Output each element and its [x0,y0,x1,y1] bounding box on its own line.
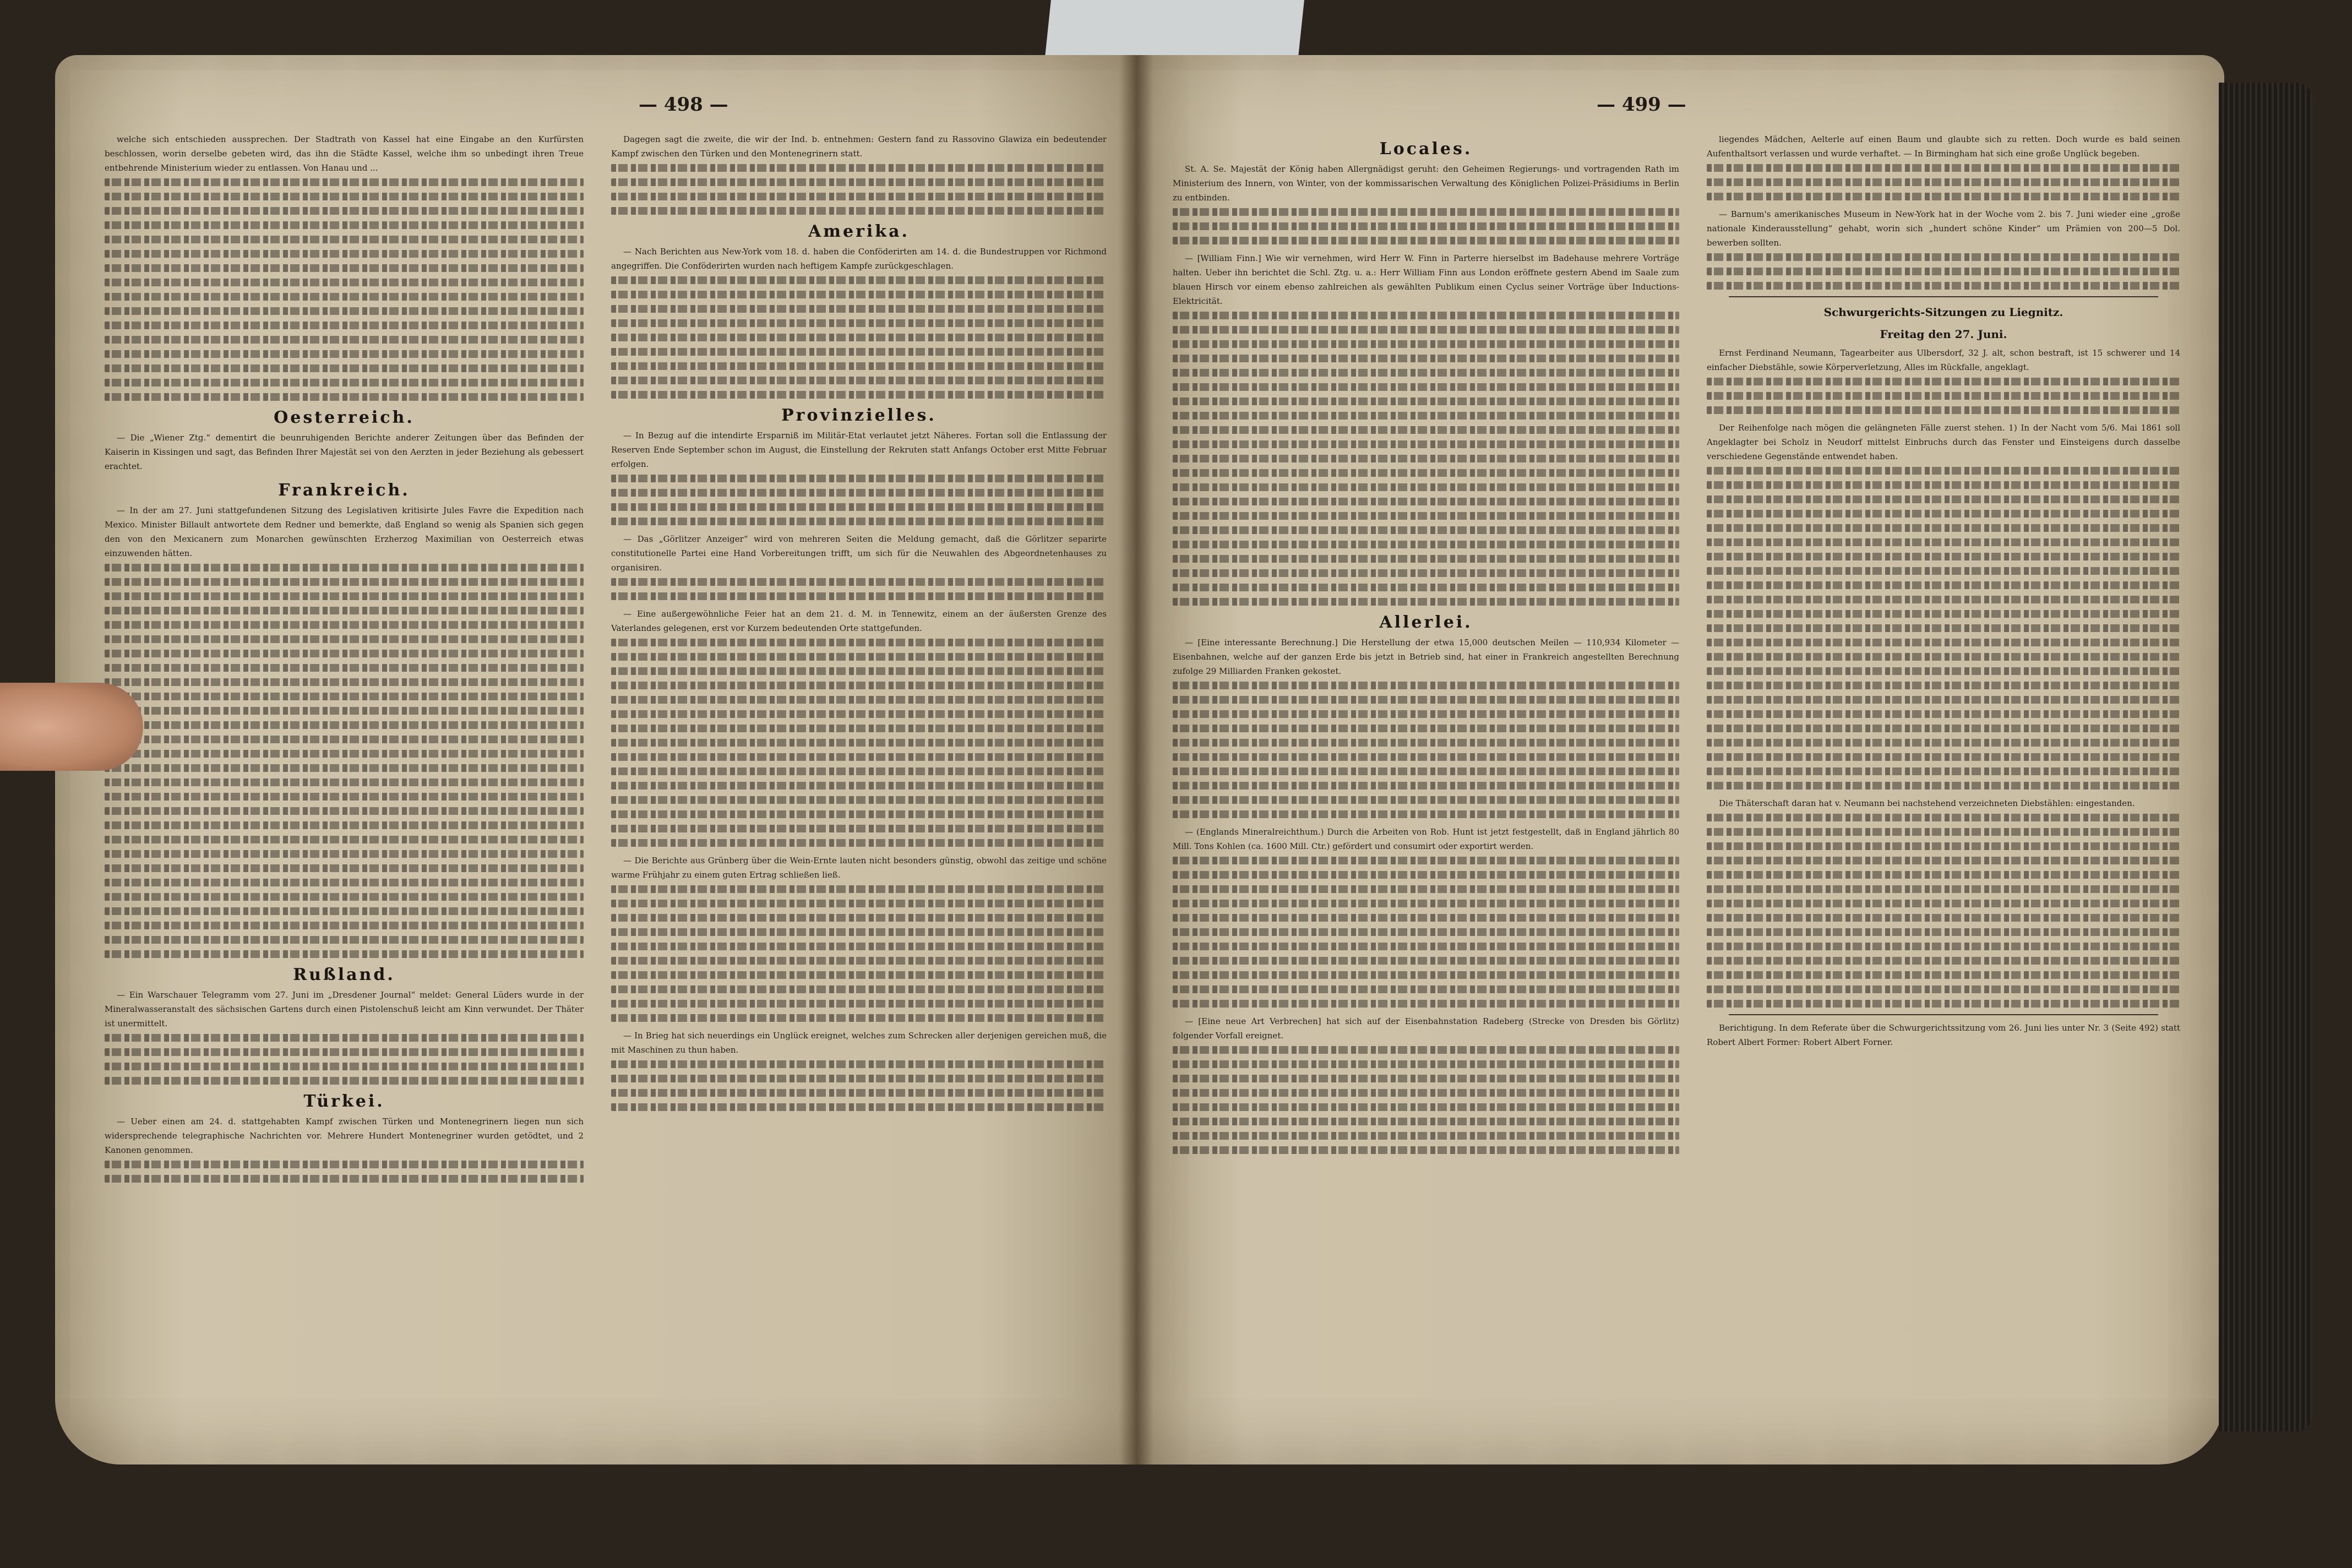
text-line [105,607,584,614]
text-line [1707,567,2180,575]
right-page-number: — 499 — [1597,94,1686,116]
text-line [1173,796,1679,804]
paragraph: welche sich entschieden aussprechen. Der Stadtrath von Kassel hat eine Eingabe an den Kurfürsten beschlossen, worin derselbe gebeten wird, das ihn die Städte Kassel, welche ihm so unbedingt ihren Treue entbehrende Ministerium wieder zu entlassen. Von Hanau und ... [105,134,584,173]
text-line [1173,1103,1679,1111]
text-line [105,850,584,858]
text-line [1707,957,2180,965]
text-line [1173,598,1679,606]
text-line [105,836,584,843]
paragraph: Der Reihenfolge nach mögen die gelängneten Fälle zuerst stehen. 1) In der Nacht vom 5/6. Mai 1861 soll Angeklagter bei Scholz in Neudorf mittelst Einbruchs durch das Fenster und Einsteigens durch dasselbe verschiedene Gegenstände entwendet haben. [1707,423,2180,461]
text-line [611,971,1107,979]
text-line [1173,1146,1679,1154]
text-line [105,807,584,815]
text-line [1173,469,1679,477]
text-line [611,489,1107,497]
text-line [611,178,1107,186]
text-line [611,839,1107,847]
text-line [1173,584,1679,591]
paragraph: Dagegen sagt die zweite, die wir der Ind. b. entnehmen: Gestern fand zu Rassovino Glawiza ein bedeutender Kampf zwischen den Türken und den Montenegrinern statt. [611,134,1107,159]
text-line [105,764,584,772]
text-line [1173,455,1679,462]
text-line [1173,1060,1679,1068]
text-line [105,664,584,672]
text-line [1707,581,2180,589]
text-line [1173,986,1679,993]
text-line [1707,814,2180,821]
section-heading-schwurgericht: Schwurgerichts-Sitzungen zu Liegnitz. [1823,306,2064,319]
text-line [105,907,584,915]
text-line [105,178,584,186]
text-line [1173,739,1679,747]
text-line [1173,1046,1679,1054]
text-line [105,1034,584,1042]
text-line [105,564,584,571]
text-line [611,348,1107,356]
text-line [1173,767,1679,775]
text-line [1707,639,2180,646]
text-line [1707,496,2180,503]
text-line [1173,1075,1679,1082]
text-line [1707,871,2180,879]
text-line [1173,440,1679,448]
page-edges [2219,83,2312,1431]
text-line [1173,312,1679,319]
text-line [1173,498,1679,505]
paragraph: — [Eine neue Art Verbrechen] hat sich auf der Eisenbahnstation Radeberg (Strecke von Dresden bis Görlitz) folgender Vorfall ereignet. [1173,1016,1679,1041]
text-line [1707,682,2180,689]
text-line [1173,900,1679,907]
text-line [1707,667,2180,675]
paragraph: — [Eine interessante Berechnung.] Die Herstellung der etwa 15,000 deutschen Meilen — 110,934 Kilometer — Eisenbahnen, welche auf der ganzen Erde bis jetzt in Betrieb sind, hat einer in Frankreich angestellten Berechnung zufolge 29 Milliarden Franken gekostet. [1173,638,1679,676]
text-line [105,721,584,729]
paragraph: — Barnum's amerikanisches Museum in New-York hat in der Woche vom 2. bis 7. Juni wieder eine „große nationale Kinderausstellung“ gehabt, worin sich „hundert schöne Kinder“ um Prämien von 200—5 Dol. bewerben sollten. [1707,209,2180,248]
text-line [105,379,584,386]
text-line [1707,971,2180,979]
thumb-holding-page [0,683,143,771]
text-line [1707,842,2180,850]
text-line [105,1175,584,1183]
text-line [1707,538,2180,546]
text-line [611,825,1107,832]
text-line [105,207,584,215]
text-line [1173,369,1679,377]
text-line [105,864,584,872]
text-line [611,957,1107,965]
paragraph: — Die „Wiener Ztg.“ dementirt die beunruhigenden Berichte anderer Zeitungen über das Befinden der Kaiserin in Kissingen und sagt, das Befinden Ihrer Majestät sei von den Aerzten in jeder Beziehung als gebessert erachtet. [105,433,584,471]
text-line [105,1063,584,1070]
text-line [1173,526,1679,534]
text-line [1173,412,1679,420]
text-line [611,1014,1107,1022]
text-line [611,1000,1107,1008]
text-line [1173,1000,1679,1008]
text-line [1173,483,1679,491]
text-line [105,578,584,586]
paragraph: — Nach Berichten aus New-York vom 18. d. haben die Conföderirten am 14. d. die Bundestruppen vor Richmond angegriffen. Die Conföderirten wurden nach heftigem Kampfe zurückgeschlagen. [611,247,1107,271]
text-line [611,682,1107,689]
text-line [1707,164,2180,172]
section-heading-tuerkei: Türkei. [303,1092,385,1111]
text-line [105,893,584,901]
text-line [611,796,1107,804]
right-column-2 [1707,132,2180,1420]
text-line [1707,900,2180,907]
text-line [1707,828,2180,836]
text-line [105,393,584,401]
section-heading-oesterreich: Oesterreich. [274,408,415,427]
text-line [1707,914,2180,922]
text-line [611,1103,1107,1111]
text-line [611,914,1107,922]
text-line [105,707,584,715]
text-line [105,1161,584,1168]
text-line [611,475,1107,482]
text-line [611,739,1107,747]
text-line [1173,555,1679,563]
section-date: Freitag den 27. Juni. [1880,328,2007,341]
text-line [1173,541,1679,548]
text-line [105,778,584,786]
text-line [611,164,1107,172]
text-line [1173,725,1679,732]
text-line [1707,253,2180,261]
text-line [1173,326,1679,334]
text-line [611,943,1107,950]
text-line [1173,914,1679,922]
text-line [611,1060,1107,1068]
text-line [1707,753,2180,761]
paragraph: — (Englands Mineralreichthum.) Durch die Arbeiten von Rob. Hunt ist jetzt festgestellt, daß in England jährlich 80 Mill. Tons Kohlen (ca. 1600 Mill. Ctr.) gefördert und consumirt oder exportirt werden. [1173,827,1679,851]
text-line [611,725,1107,732]
text-line [611,377,1107,384]
section-heading-provinzielles: Provinzielles. [781,406,937,425]
text-line [611,305,1107,313]
paragraph: — Eine außergewöhnliche Feier hat an dem 21. d. M. in Tennewitz, einem an der äußersten Grenze des Vaterlandes gelegenen, erst vor Kurzem bedeutenden Orte stattgefunden. [611,609,1107,633]
paragraph: — Ein Warschauer Telegramm vom 27. Juni im „Dresdener Journal“ meldet: General Lüders wurde in der Mineralwasseranstalt des sächsischen Gartens durch einen Pistolenschuß leicht am Kinn verwundet. Der Thäter ist unermittelt. [105,990,584,1028]
text-line [1707,782,2180,790]
text-line [1173,1089,1679,1097]
text-line [1173,398,1679,405]
text-line [1707,178,2180,186]
text-line [1173,971,1679,979]
text-line [1173,710,1679,718]
text-line [611,319,1107,327]
text-line [105,635,584,643]
text-line [1707,624,2180,632]
text-line [1707,596,2180,603]
text-line [1173,943,1679,950]
text-line [105,236,584,243]
text-line [611,391,1107,399]
section-heading-allerlei: Allerlei. [1379,613,1473,632]
text-line [1173,340,1679,348]
text-line [611,362,1107,370]
section-heading-locales: Locales. [1379,139,1473,159]
text-line [611,696,1107,704]
text-line [1173,208,1679,216]
text-line [1173,237,1679,244]
text-line [1707,378,2180,385]
text-line [1173,871,1679,879]
text-line [1707,510,2180,518]
text-line [105,322,584,329]
text-line [105,279,584,286]
text-line [105,364,584,372]
text-line [611,291,1107,298]
text-line [611,276,1107,284]
text-line [1707,268,2180,275]
text-line [105,221,584,229]
text-line [611,1075,1107,1082]
text-line [105,750,584,758]
text-line [611,639,1107,646]
text-line [1173,355,1679,362]
paragraph: — [William Finn.] Wie wir vernehmen, wird Herr W. Finn in Parterre hierselbst im Badehause mehrere Vorträge halten. Ueber ihn berichtet die Schl. Ztg. u. a.: Herr William Finn aus London eröffnete gestern Abend im Saale zum blauen Hirsch vor einem ebenso zahlreichen als gewählten Publikum einen Cyclus seiner Vorträge über Inductions-Elektricität. [1173,253,1679,306]
text-line [1707,986,2180,993]
text-line [1173,753,1679,761]
text-line [611,928,1107,936]
text-line [611,810,1107,818]
left-column-1 [105,132,584,1431]
text-line [1707,406,2180,414]
text-line [1707,610,2180,618]
text-line [105,879,584,886]
text-line [1707,282,2180,290]
text-line [611,592,1107,600]
text-line [105,650,584,657]
text-line [1173,782,1679,790]
text-line [611,710,1107,718]
text-line [611,578,1107,586]
text-line [105,350,584,358]
text-line [1707,725,2180,732]
text-line [611,986,1107,993]
text-line [1173,512,1679,520]
text-line [105,307,584,315]
text-line [105,678,584,686]
paragraph: — In Bezug auf die intendirte Ersparniß im Militär-Etat verlautet jetzt Näheres. Fortan soll die Entlassung der Reserven Ende September schon im August, die Einstellung der Rekruten statt Anfangs October erst Mitte Februar erfolgen. [611,431,1107,469]
paragraph: — Die Berichte aus Grünberg über die Wein-Ernte lauten nicht besonders günstig, obwohl das zeitige und schöne warme Frühjahr zu einem guten Ertrag schließen ließ. [611,856,1107,880]
left-page-number: — 498 — [639,94,728,116]
paragraph: Die Thäterschaft daran hat v. Neumann bei nachstehend verzeichneten Diebstählen: eingestanden. [1719,798,2135,808]
text-line [611,193,1107,200]
text-line [1707,1000,2180,1008]
paragraph-berichtigung: Berichtigung. In dem Referate über die Schwurgerichtssitzung vom 26. Juni lies unter Nr. 3 (Seite 492) statt Robert Albert Former: Robert Albert Forner. [1707,1023,2180,1047]
text-line [105,592,584,600]
text-line [105,950,584,958]
text-line [1707,653,2180,661]
text-line [105,193,584,200]
text-line [611,753,1107,761]
text-line [105,264,584,272]
left-page [55,55,1140,1464]
text-line [611,767,1107,775]
paragraph: — In Brieg hat sich neuerdings ein Unglück ereignet, welches zum Schrecken aller derjenigen gereichen muß, die mit Maschinen zu thun haben. [611,1031,1107,1055]
text-line [1707,392,2180,400]
text-line [1707,710,2180,718]
text-line [1707,943,2180,950]
text-line [611,207,1107,215]
text-line [105,1048,584,1056]
section-heading-amerika: Amerika. [808,222,910,241]
text-line [611,653,1107,661]
left-column-2 [611,132,1107,1431]
paragraph: — Ueber einen am 24. d. stattgehabten Kampf zwischen Türken und Montenegrinern liegen nun sich widersprechende telegraphische Nachrichten vor. Mehrere Hundert Montenegriner wurden getödtet, und 2 Kanonen genommen. [105,1117,584,1155]
text-line [1707,696,2180,704]
text-line [1173,426,1679,434]
text-line [1707,767,2180,775]
text-line [1173,696,1679,704]
paragraph: — Das „Görlitzer Anzeiger“ wird von mehreren Seiten die Meldung gemacht, daß die Görlitzer separirte constitutionelle Partei eine Hand Vorbereitungen trifft, um sich für die Neuwahlen des Abgeordnetenhauses zu organisiren. [611,534,1107,573]
text-line [105,936,584,944]
text-line [611,1089,1107,1097]
text-line [1173,857,1679,864]
text-line [1173,682,1679,689]
text-line [611,518,1107,525]
text-line [105,293,584,301]
text-line [1707,481,2180,489]
text-line [1173,383,1679,391]
text-line [1707,193,2180,200]
text-line [105,1077,584,1085]
text-line [1173,810,1679,818]
paragraph: liegendes Mädchen, Aelterle auf einen Baum und glaubte sich zu retten. Doch wurde es bald seinen Aufenthaltsort verlassen und wurde verhaftet. — In Birmingham hat sich eine große Unglück begeben. [1707,134,2180,159]
text-line [1173,928,1679,936]
text-line [1707,467,2180,475]
section-divider [1729,296,2158,297]
section-heading-russland: Rußland. [293,965,395,984]
text-line [611,503,1107,511]
text-line [611,900,1107,907]
book-gutter [1120,55,1153,1464]
text-line [105,736,584,743]
open-book [22,22,2334,1558]
text-line [1707,857,2180,864]
text-line [1707,928,2180,936]
text-line [1173,222,1679,230]
paragraph: St. A. Se. Majestät der König haben Allergnädigst geruht: den Geheimen Regierungs- und vortragenden Rath im Ministerium des Innern, von Winter, von der kommissarischen Verwaltung des Königlichen Polizei-Präsidiums in Berlin zu entbinden. [1173,164,1679,203]
text-line [105,793,584,801]
section-divider [1729,1014,2158,1015]
text-line [105,250,584,258]
text-line [1707,739,2180,747]
text-line [1707,885,2180,893]
text-line [1707,524,2180,532]
text-line [1173,1118,1679,1125]
text-line [611,667,1107,675]
section-heading-frankreich: Frankreich. [278,481,410,500]
text-line [611,334,1107,341]
right-column-1 [1173,132,1679,1420]
paragraph: Ernst Ferdinand Neumann, Tagearbeiter aus Ulbersdorf, 32 J. alt, schon bestraft, ist 15 schwerer und 14 einfacher Diebstähle, sowie Körperverletzung, Alles im Rückfalle, angeklagt. [1707,348,2180,372]
paragraph: — In der am 27. Juni stattgefundenen Sitzung des Legislativen kritisirte Jules Favre die Expedition nach Mexico. Minister Billault antwortete dem Redner und bemerkte, daß England so wenig als Spanien sich gegen den von den Mexicanern zum Monarchen gewünschten Erzherzog Maximilian von Oesterreich etwas einzuwenden hätten. [105,505,584,558]
text-line [105,922,584,929]
text-line [1173,1132,1679,1140]
text-line [105,821,584,829]
text-line [1173,885,1679,893]
text-line [105,336,584,344]
text-line [611,885,1107,893]
text-line [1173,957,1679,965]
text-line [1707,553,2180,560]
text-line [611,782,1107,790]
text-line [105,621,584,629]
right-page [1134,55,2224,1464]
text-line [1173,569,1679,577]
text-line [105,693,584,700]
